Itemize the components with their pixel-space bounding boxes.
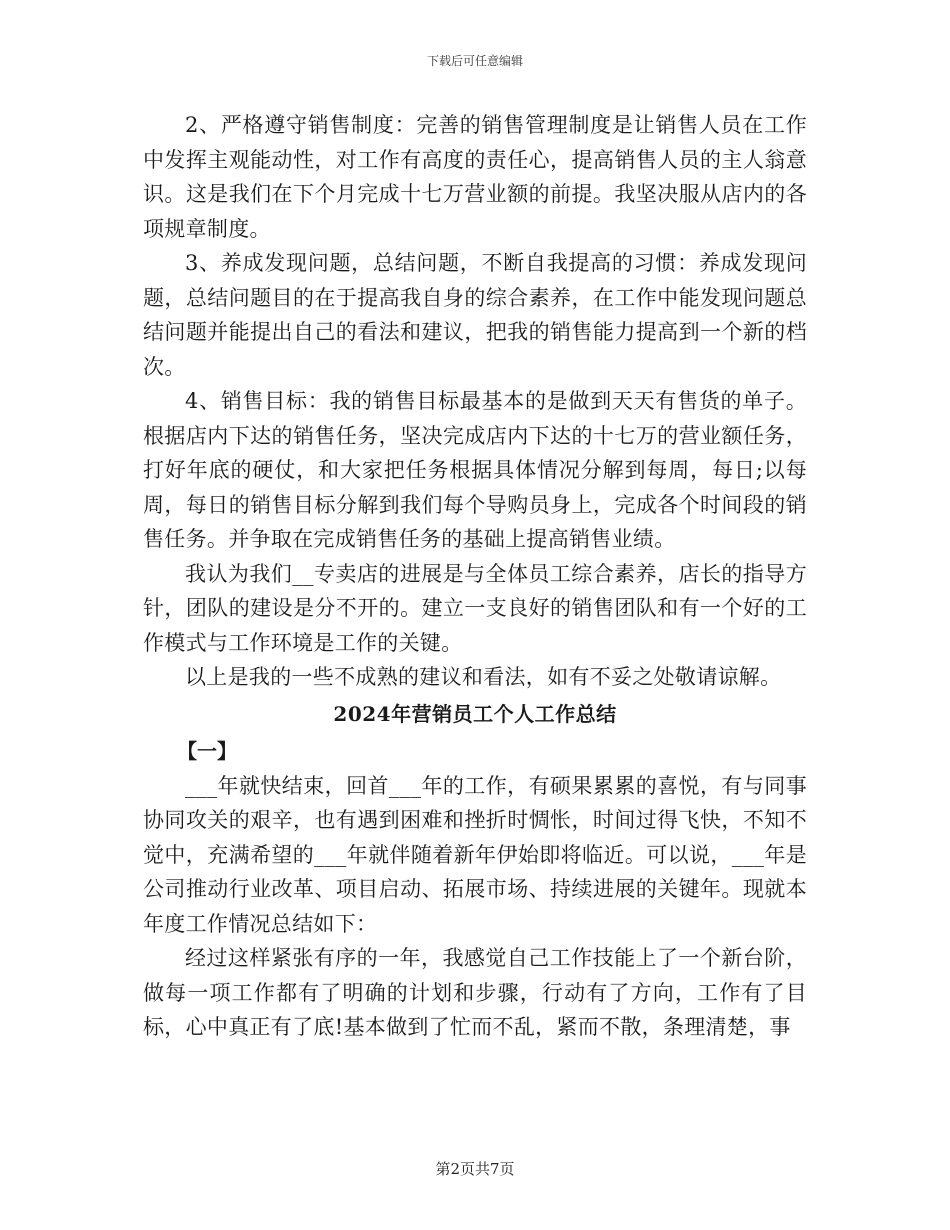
section-mark: 【一】: [177, 738, 237, 763]
paragraph: ___年就快结束，回首___年的工作，有硕果累累的喜悦，有与同事协同攻关的艰辛，也有遇到困难和挫折时惆怅，时间过得飞快，不知不觉中，充满希望的___年就伴随着新年伊始即将临近。可以说，___年是公司推动行业改革、项目启动、拓展市场、持续进展的关键年。现就本年度工作情况总结如下：: [143, 773, 807, 936]
paragraph: 2、严格遵守销售制度：完善的销售管理制度是让销售人员在工作中发挥主观能动性，对工作有高度的责任心，提高销售人员的主人翁意识。这是我们在下个月完成十七万营业额的前提。我坚决服从店内的各项规章制度。: [143, 113, 807, 241]
paragraph: 3、养成发现问题，总结问题，不断自我提高的习惯：养成发现问题，总结问题目的在于提高我自身的综合素养，在工作中能发现问题总结问题并能提出自己的看法和建议，把我的销售能力提高到一个新的档次。: [143, 251, 807, 379]
page-number: 第2页共7页: [435, 1160, 515, 1178]
document-body: [143, 108, 807, 1045]
paragraph: 以上是我的一些不成熟的建议和看法，如有不妥之处敬请谅解。: [185, 665, 782, 689]
paragraph: 我认为我们__专卖店的进展是与全体员工综合素养，店长的指导方针，团队的建设是分不开的。建立一支良好的销售团队和有一个好的工作模式与工作环境是工作的关键。: [143, 561, 807, 655]
section-title: 2024年营销员工个人工作总结: [333, 701, 617, 726]
paragraph: 经过这样紧张有序的一年，我感觉自己工作技能上了一个新台阶，做每一项工作都有了明确的计划和步骤，行动有了方向，工作有了目标，心中真正有了底!基本做到了忙而不乱，紧而不散，条理清楚，事: [143, 946, 807, 1039]
paragraph: 4、销售目标：我的销售目标最基本的是做到天天有售货的单子。根据店内下达的销售任务，坚决完成店内下达的十七万的营业额任务，打好年底的硬仗，和大家把任务根据具体情况分解到每周，每日;以每周，每日的销售目标分解到我们每个导购员身上，完成各个时间段的销售任务。并争取在完成销售任务的基础上提高销售业绩。: [143, 389, 807, 551]
page-header: 下载后可任意编辑: [426, 54, 523, 68]
